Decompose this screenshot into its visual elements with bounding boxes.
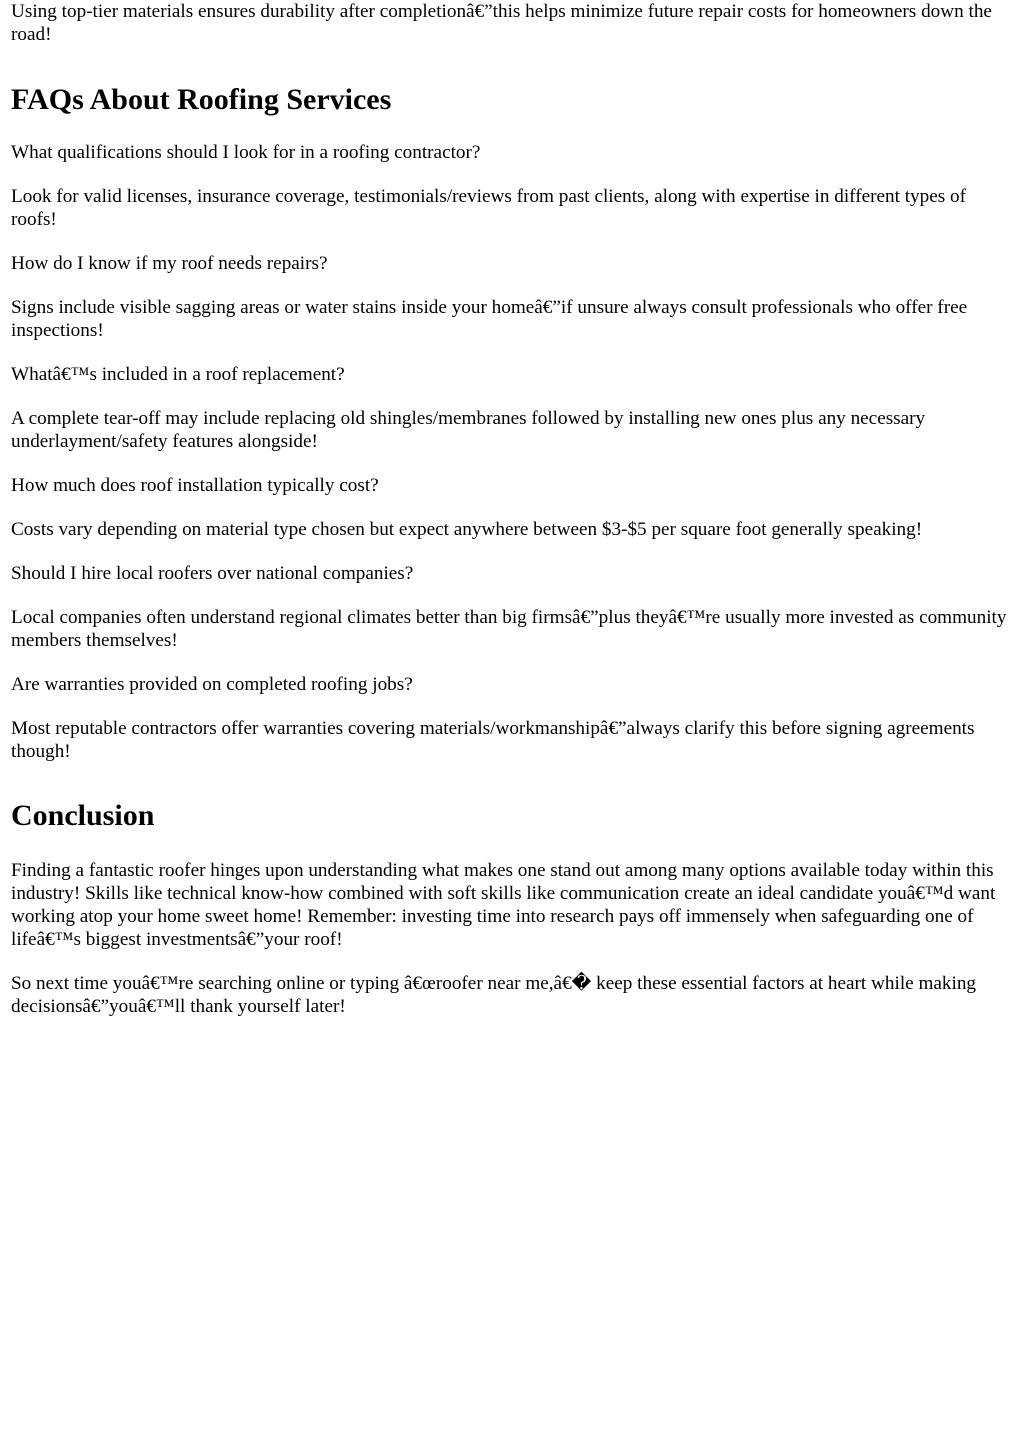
faq-answer: Costs vary depending on material type chosen but expect anywhere between $3-$5 per square foot generally speaking! [11, 519, 923, 540]
faq-answer: Signs include visible sagging areas or water stains inside your homeâ€”if unsure always consult professionals who offer free inspections! [11, 297, 968, 341]
faq-answer: Most reputable contractors offer warranties covering materials/workmanshipâ€”always clarify this before signing agreements though! [11, 718, 975, 762]
conclusion-paragraph: So next time youâ€™re searching online or typing â€œroofer near me,â€� keep these essential factors at heart while making decisionsâ€”youâ€™ll thank yourself later! [11, 973, 977, 1017]
faq-list [11, 141, 1013, 763]
faq-question: How do I know if my roof needs repairs? [11, 253, 328, 274]
faq-question: Whatâ€™s included in a roof replacement? [11, 364, 345, 385]
faq-item [11, 252, 1013, 342]
faq-item [11, 141, 1013, 231]
conclusion-heading: Conclusion [11, 799, 155, 832]
faq-question: How much does roof installation typically cost? [11, 475, 379, 496]
faq-heading: FAQs About Roofing Services [11, 83, 392, 116]
faq-item [11, 363, 1013, 453]
faq-question: What qualifications should I look for in a roofing contractor? [11, 142, 481, 163]
faq-question: Are warranties provided on completed roofing jobs? [11, 674, 413, 695]
faq-item [11, 562, 1013, 652]
faq-question: Should I hire local roofers over national companies? [11, 563, 414, 584]
faq-item [11, 673, 1013, 763]
faq-answer: A complete tear-off may include replacing old shingles/membranes followed by installing new ones plus any necessary underlayment/safety features alongside! [11, 408, 926, 452]
faq-answer: Look for valid licenses, insurance coverage, testimonials/reviews from past clients, along with expertise in different types of roofs! [11, 186, 967, 230]
faq-answer: Local companies often understand regional climates better than big firmsâ€”plus theyâ€™re usually more invested as community members themselves! [11, 607, 1007, 651]
conclusion-paragraph: Finding a fantastic roofer hinges upon understanding what makes one stand out among many options available today within this industry! Skills like technical know-how combined with soft skills like communication create an ideal candidate youâ€™d want working atop your home sweet home! Remember: investing time into research pays off immensely when safeguarding one of lifeâ€™s biggest investmentsâ€”your roof! [11, 860, 996, 950]
intro-paragraph: Using top-tier materials ensures durability after completionâ€”this helps minimize future repair costs for homeowners down the road! [11, 1, 992, 45]
faq-item [11, 474, 1013, 541]
